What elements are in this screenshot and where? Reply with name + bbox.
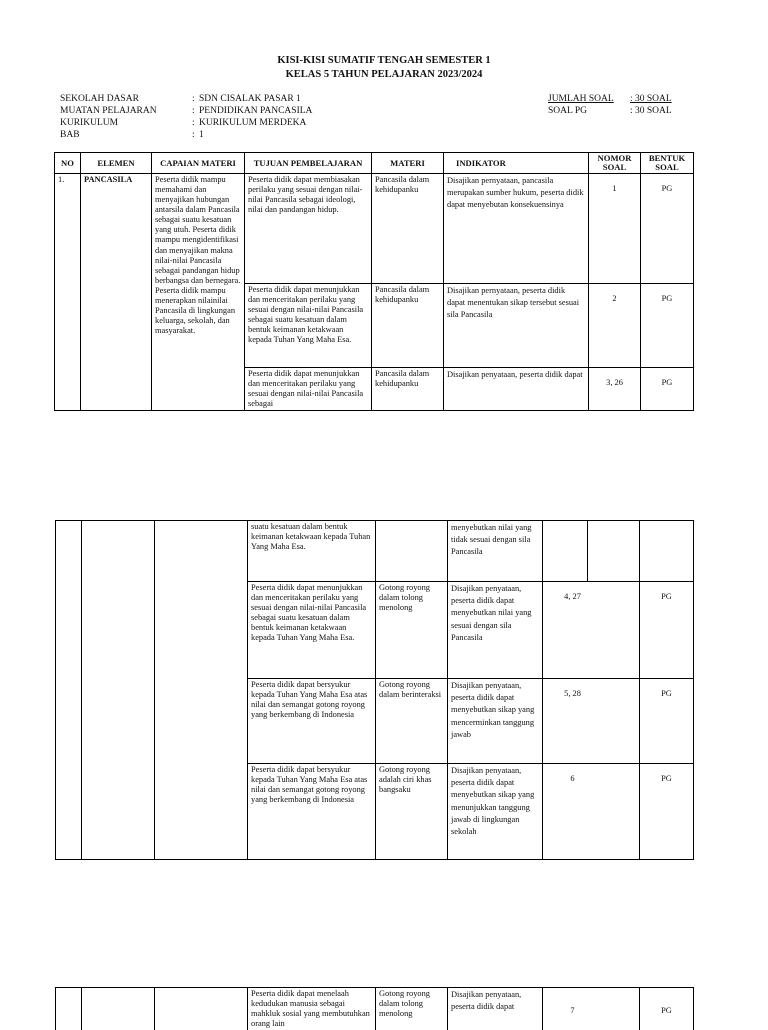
cell-bentuk: PG — [640, 582, 694, 679]
cell-indikator: Disajikan pernyataan, peserta didik dapat menentukan sikap tersebut sesuai sila Pancasila — [444, 284, 589, 368]
cell-no: 1. — [55, 174, 81, 411]
cell-bentuk: PG — [640, 679, 694, 764]
meta-label: SEKOLAH DASAR — [60, 93, 192, 105]
meta-label: JUMLAH SOAL — [548, 93, 630, 105]
cell-materi — [376, 521, 448, 582]
cell-capaian-empty — [155, 521, 248, 860]
document-subtitle: KELAS 5 TAHUN PELAJARAN 2023/2024 — [0, 69, 768, 80]
cell-tujuan: suatu kesatuan dalam bentuk keimanan ketakwaan kepada Tuhan Yang Maha Esa. — [248, 521, 376, 582]
meta-value: : 30 SOAL — [630, 94, 672, 104]
cell-indikator: Disajikan penyataan, peserta didik dapat — [448, 988, 543, 1030]
meta-row — [60, 93, 312, 105]
cell-nomor: 7 — [543, 988, 640, 1030]
cell-tujuan: Peserta didik dapat menunjukkan dan menceritakan perilaku yang sesuai dengan nilai-nilai Pancasila sebagai suatu kesatuan dalam bentuk keimanan ketakwaan kepada Tuhan Yang Maha Esa. — [248, 582, 376, 679]
table-row — [55, 174, 694, 284]
cell-indikator: Disajikan penyataan, peserta didik dapat — [444, 368, 589, 411]
meta-label: BAB — [60, 129, 192, 141]
meta-right — [548, 93, 672, 117]
meta-row — [60, 129, 312, 141]
cell-nomor: 1 — [589, 174, 641, 284]
meta-label: SOAL PG — [548, 105, 630, 117]
cell-bentuk — [640, 521, 694, 582]
cell-spacer — [543, 521, 588, 582]
meta-colon: : — [192, 105, 199, 117]
cell-capaian: Peserta didik mampu memahami dan menyajikan hubungan antarsila dalam Pancasila sebagai suatu kesatuan yang utuh. Peserta didik mampu mengidentifikasi dan menyajikan makna nilai-nilai Pancasila sebagai pandangan hidup berbangsa dan bernegara. Peserta didik mampu menerapkan nilainilai Pancasila di lingkungan keluarga, sekolah, dan masyarakat. — [152, 174, 245, 411]
cell-no-empty — [56, 521, 82, 860]
cell-nomor: 3, 26 — [589, 368, 641, 411]
meta-label: MUATAN PELAJARAN — [60, 105, 192, 117]
cell-tujuan: Peserta didik dapat bersyukur kepada Tuhan Yang Maha Esa atas nilai dan semangat gotong royong yang berkembang di Indonesia — [248, 679, 376, 764]
cell-nomor: 6 — [543, 764, 640, 860]
cell-nomor — [588, 521, 640, 582]
cell-bentuk: PG — [641, 284, 694, 368]
cell-elemen: PANCASILA — [81, 174, 152, 411]
cell-indikator: Disajikan penyataan, peserta didik dapat menyebutkan sikap yang mencerminkan tanggung jawab — [448, 679, 543, 764]
meta-colon: : — [192, 93, 199, 105]
col-header-tujuan: TUJUAN PEMBELAJARAN — [245, 153, 372, 174]
table-row — [56, 521, 694, 582]
grid-table-page2 — [55, 520, 694, 860]
cell-tujuan: Peserta didik dapat bersyukur kepada Tuhan Yang Maha Esa atas nilai dan semangat gotong royong yang berkembang di Indonesia — [248, 764, 376, 860]
meta-label: KURIKULUM — [60, 117, 192, 129]
meta-left — [60, 93, 312, 141]
cell-materi: Gotong royong dalam berinteraksi — [376, 679, 448, 764]
cell-materi: Pancasila dalam kehidupanku — [372, 284, 444, 368]
cell-indikator: Disajikan penyataan, peserta didik dapat menyebutkan sikap yang menunjukkan tanggung jawab di lingkungan sekolah — [448, 764, 543, 860]
col-header-nomor: NOMOR SOAL — [589, 153, 641, 174]
cell-nomor: 4, 27 — [543, 582, 640, 679]
col-header-bentuk: BENTUK SOAL — [641, 153, 694, 174]
cell-tujuan: Peserta didik dapat membiasakan perilaku yang sesuai dengan nilai-nilai Pancasila sebagai ideologi, nilai dan pandangan hidup. — [245, 174, 372, 284]
meta-value: PENDIDIKAN PANCASILA — [199, 106, 312, 116]
meta-row — [548, 105, 672, 117]
cell-indikator: menyebutkan nilai yang tidak sesuai dengan sila Pancasila — [448, 521, 543, 582]
cell-nomor: 5, 28 — [543, 679, 640, 764]
cell-indikator: Disajikan pernyataan, pancasila merupakan sumber hukum, peserta didik dapat menyebutan konsekuensinya — [444, 174, 589, 284]
meta-row — [548, 93, 672, 105]
cell-indikator: Disajikan penyataan, peserta didik dapat menyebutkan nilai yang sesuai dengan sila Pancasila — [448, 582, 543, 679]
cell-materi: Gotong royong dalam tolong menolong — [376, 582, 448, 679]
cell-bentuk: PG — [641, 368, 694, 411]
meta-colon: : — [192, 117, 199, 129]
meta-colon: : — [192, 129, 199, 141]
cell-tujuan: Peserta didik dapat menunjukkan dan menceritakan perilaku yang sesuai dengan nilai-nilai Pancasila sebagai suatu kesatuan dalam bentuk keimanan ketakwaan kepada Tuhan Yang Maha Esa. — [245, 284, 372, 368]
col-header-no: NO — [55, 153, 81, 174]
cell-bentuk: PG — [640, 764, 694, 860]
cell-tujuan: Peserta didik dapat menelaah kedudukan manusia sebagai mahkluk sosial yang membutuhkan orang lain — [248, 988, 376, 1030]
grid-table-page1 — [54, 152, 694, 411]
document-title: KISI-KISI SUMATIF TENGAH SEMESTER 1 — [0, 55, 768, 66]
meta-value: KURIKULUM MERDEKA — [199, 118, 306, 128]
col-header-materi: MATERI — [372, 153, 444, 174]
meta-value: : 30 SOAL — [630, 106, 672, 116]
cell-bentuk: PG — [640, 988, 694, 1030]
col-header-indikator: INDIKATOR — [444, 153, 589, 174]
col-header-capaian: CAPAIAN MATERI — [152, 153, 245, 174]
cell-nomor: 2 — [589, 284, 641, 368]
meta-value: 1 — [199, 130, 204, 140]
cell-materi: Pancasila dalam kehidupanku — [372, 368, 444, 411]
cell-materi: Gotong royong dalam tolong menolong — [376, 988, 448, 1030]
cell-materi: Gotong royong adalah ciri khas bangsaku — [376, 764, 448, 860]
cell-materi: Pancasila dalam kehidupanku — [372, 174, 444, 284]
meta-row — [60, 105, 312, 117]
table-header-row — [55, 153, 694, 174]
cell-bentuk: PG — [641, 174, 694, 284]
cell-elemen-empty — [82, 521, 155, 860]
cell-tujuan: Peserta didik dapat menunjukkan dan menceritakan perilaku yang sesuai dengan nilai-nilai Pancasila sebagai — [245, 368, 372, 411]
col-header-elemen: ELEMEN — [81, 153, 152, 174]
meta-value: SDN CISALAK PASAR 1 — [199, 94, 301, 104]
meta-row — [60, 117, 312, 129]
